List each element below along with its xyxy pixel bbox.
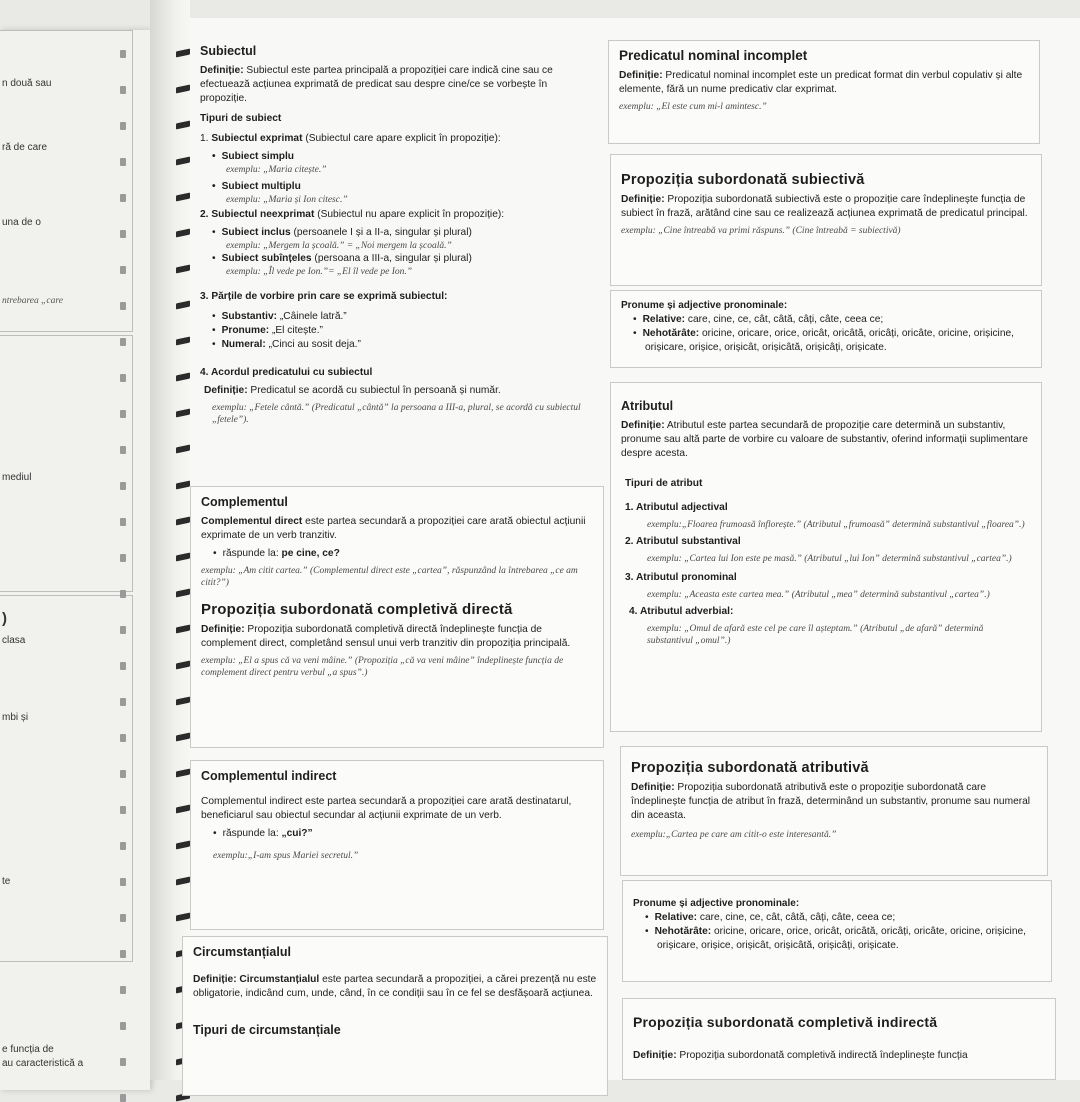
left-fragment: ră de care (2, 142, 48, 153)
binding-ring (120, 590, 126, 598)
list-item: 3. Atributul pronominal (625, 572, 737, 583)
left-fragment: mediul (2, 472, 32, 483)
card-title: Atributul (621, 399, 674, 413)
binding-ring (120, 842, 126, 850)
card-title: Subiectul (200, 44, 257, 58)
binding-ring (120, 626, 126, 634)
card-complement-indirect (190, 760, 604, 930)
card-predicat-nominal (608, 40, 1040, 144)
left-page (0, 30, 150, 1090)
left-fragment: te (2, 876, 11, 887)
example: exemplu: „Am citit cartea.” (Complementul direct este „cartea”, răspunzând la întrebarea „ce am citit?”) (201, 566, 578, 588)
example: exemplu: „Cine întreabă va primi răspuns.” (Cine întreabă = subiectivă) (621, 226, 901, 236)
card-title: Propoziția subordonată subiectivă (621, 172, 865, 188)
notebook-page (190, 18, 1080, 1080)
example: exemplu:„Cartea pe care am citit-o este interesantă.” (631, 830, 837, 840)
binding-ring (120, 554, 126, 562)
left-fragment: mbi și (2, 712, 29, 723)
binding-ring (120, 482, 126, 490)
example: exemplu:„Floarea frumoasă înflorește.” (Atributul „frumoasă” determină substantivul „floarea”.) (647, 520, 1025, 530)
definition: Definiție: Subiectul este partea principală a propoziției care indică cine sau ce efectuează acțiunea exprimată de predicat sau despre cine/ce se vorbește în propoziție. (200, 65, 553, 104)
example: exemplu: „El a spus că va veni mâine.” (Propoziția „că va veni mâine” îndeplinește funcția de complement direct pentru verbul „a spus”.) (201, 656, 564, 678)
section-heading: Tipuri de subiect (200, 113, 282, 124)
list-item: • Relative: care, cine, ce, cât, câtă, câți, câte, ceea ce; (633, 911, 1041, 925)
left-fragment: clasa (2, 635, 26, 646)
left-fragment: n două sau (2, 78, 52, 89)
card-ps-completiva-indirecta (622, 998, 1056, 1080)
binding-ring (120, 806, 126, 814)
list-item: • Subiect simplu (200, 150, 592, 164)
left-fragment: ntrebarea „care (2, 296, 63, 306)
binding-ring (120, 86, 126, 94)
left-fragment: ) (2, 610, 7, 627)
list-item: • Subiect multiplu (200, 180, 592, 194)
list-item: • Numeral: „Cinci au sosit deja.” (200, 338, 592, 352)
binding-ring (120, 1022, 126, 1030)
list-item: 1. Atributul adjectival (625, 502, 728, 513)
example: exemplu: „Cartea lui Ion este pe masă.” (Atributul „lui Ion” determină substantivul „cartea”.) (647, 554, 1012, 564)
list-item: 1. Subiectul exprimat (Subiectul care apare explicit în propoziție): (200, 133, 501, 144)
section-heading: Tipuri de atribut (625, 478, 703, 489)
left-card (0, 595, 133, 962)
left-fragment: una de o (2, 217, 41, 228)
list-item: • Nehotărâte: oricine, oricare, orice, oricât, oricâtă, oricâți, oricâte, oricine, orișicine, orișicare, orișice, orișicât, orișicâtă, orișicâți, orișicate. (633, 925, 1041, 953)
binding-ring (120, 302, 126, 310)
card-title: Propoziția subordonată completivă indirectă (633, 1014, 938, 1030)
list-item: 4. Atributul adverbial: (629, 606, 734, 617)
binding-ring (120, 410, 126, 418)
example: exemplu: „Fetele cântă.” (Predicatul „cântă” la persoana a III-a, plural, se acordă cu subiectul „fetele”). (212, 403, 581, 425)
binding-ring (120, 770, 126, 778)
list-item: 2. Atributul substantival (625, 536, 741, 547)
binding-ring (120, 878, 126, 886)
definition: Definiție: Predicatul se acordă cu subiectul în persoană și număr. (204, 385, 501, 396)
example: exemplu:„I-am spus Mariei secretul.” (213, 851, 359, 861)
example: exemplu: „Mergem la școală.” = „Noi mergem la școală.” (226, 241, 452, 251)
definition: Complementul direct este partea secundară a propoziției care arată obiectul acțiunii exprimate de un verb tranzitiv. (201, 516, 586, 541)
left-card (0, 30, 133, 332)
card-pronume (610, 290, 1042, 368)
definition: Definiție: Atributul este partea secundară de propoziție care determină un substantiv, pronume sau altă parte de vorbire cu valoare de substantiv, oferind informații suplimentare despre acesta. (621, 420, 1028, 459)
binding-ring (120, 50, 126, 58)
list-item: • Substantiv: „Câinele latră.” (200, 310, 592, 324)
definition: Definiție: Circumstanțialul este partea secundară a propoziției, a cărei prezență nu este obligatorie, indicând cum, unde, când, în ce condiții sau în ce fel se desfășoară acțiunea. (193, 974, 597, 999)
left-card (0, 335, 133, 592)
list-item: • Pronume: „El citește.” (200, 324, 592, 338)
card-pronume (622, 880, 1052, 982)
card-title: Circumstanțialul (193, 945, 291, 959)
binding-ring (120, 230, 126, 238)
example: exemplu: „Maria citește.” (226, 165, 327, 175)
definition: Complementul indirect este partea secundară a propoziției care arată destinatarul, beneficiarul sau obiectul secundar al acțiunii exprimate de un verb. (201, 796, 572, 821)
binding-ring (120, 122, 126, 130)
example: exemplu: „Aceasta este cartea mea.” (Atributul „mea” determină substantivul „cartea”.) (647, 590, 990, 600)
binding-ring (120, 446, 126, 454)
binding-ring (120, 158, 126, 166)
list-item: • răspunde la: „cui?” (201, 827, 593, 841)
list-item: • răspunde la: pe cine, ce? (201, 547, 593, 561)
binding-ring (120, 986, 126, 994)
binding-ring (120, 734, 126, 742)
left-fragment: au caracteristică a (2, 1058, 84, 1069)
binding-ring (120, 338, 126, 346)
list-item: • Nehotărâte: oricine, oricare, orice, oricât, oricâtă, oricâți, oricâte, oricine, orișicine, orișicare, orișice, orișicât, orișicâtă, orișicâți, orișicate. (621, 327, 1031, 355)
binding-ring (120, 374, 126, 382)
card-title: Predicatul nominal incomplet (619, 48, 808, 63)
example: exemplu: „Maria și Ion citesc.” (226, 195, 348, 205)
definition: Definiție: Propoziția subordonată completivă indirectă îndeplinește funcția (633, 1050, 968, 1061)
card-circumstantialul (182, 936, 608, 1096)
binding-ring (120, 914, 126, 922)
card-title: Propoziția subordonată completivă directă (201, 601, 513, 618)
binding-ring (120, 662, 126, 670)
card-atributul (610, 382, 1042, 732)
binding-ring (120, 266, 126, 274)
card-subiectul (190, 36, 602, 476)
binding-ring (120, 1094, 126, 1102)
binding-ring (120, 1058, 126, 1066)
list-item: 2. Subiectul neexprimat (Subiectul nu apare explicit în propoziție): (200, 209, 505, 220)
card-title: Pronume și adjective pronominale: (633, 898, 800, 909)
card-title: Pronume și adjective pronominale: (621, 300, 788, 311)
card-ps-subiectiva (610, 154, 1042, 286)
example: exemplu: „Omul de afară este cel pe care îl așteptam.” (Atributul „de afară” determină substantivul „omul”.) (647, 624, 984, 646)
definition: Definiție: Predicatul nominal incomplet este un predicat format din verbul copulativ și alte elemente, fără un nume predicativ clar exprimat. (619, 70, 1023, 95)
left-fragment: e funcția de (2, 1044, 54, 1055)
list-item: • Relative: care, cine, ce, cât, câtă, câți, câte, ceea ce; (621, 313, 1031, 327)
example: exemplu: „El este cum mi-l amintesc.” (619, 102, 767, 112)
binding-ring (120, 950, 126, 958)
card-complementul (190, 486, 604, 748)
section-heading: Tipuri de circumstanțiale (193, 1023, 341, 1037)
binding-ring (120, 698, 126, 706)
definition: Definiție: Propoziția subordonată atributivă este o propoziție subordonată care îndeplinește funcția de atribut în frază, determinând un substantiv, pronume sau numeral din aceasta. (631, 782, 1031, 821)
card-ps-atributiva (620, 746, 1048, 876)
definition: Definiție: Propoziția subordonată subiectivă este o propoziție care îndeplinește funcția de subiect în frază, arătând cine sau ce realizează acțiunea exprimată de predicatul principal. (621, 194, 1028, 219)
binding-ring (120, 194, 126, 202)
card-title: Complementul indirect (201, 769, 337, 783)
definition: Definiție: Propoziția subordonată completivă directă îndeplinește funcția de complement direct, completând sensul unui verb tranzitiv din propoziția principală. (201, 624, 571, 649)
list-item: • Subiect inclus (persoanele I și a II-a, singular și plural) (200, 226, 592, 240)
section-heading: 4. Acordul predicatului cu subiectul (200, 367, 373, 378)
example: exemplu: „Îl vede pe Ion.”= „El îl vede pe Ion.” (226, 267, 413, 277)
section-heading: 3. Părțile de vorbire prin care se exprimă subiectul: (200, 291, 448, 302)
card-title: Propoziția subordonată atributivă (631, 760, 869, 776)
list-item: • Subiect subînțeles (persoana a III-a, singular și plural) (200, 252, 592, 266)
card-title: Complementul (201, 495, 288, 509)
binding-ring (120, 518, 126, 526)
